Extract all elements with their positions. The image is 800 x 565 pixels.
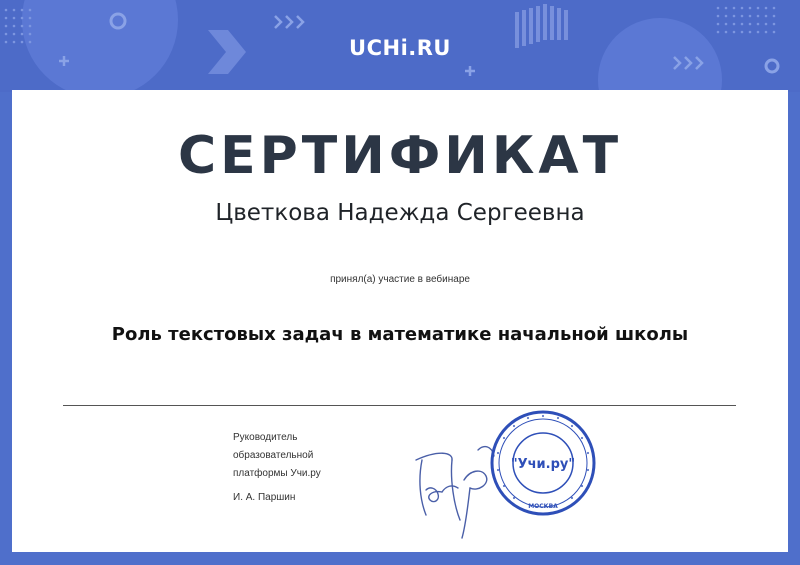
signatory-name: И. А. Паршин bbox=[233, 492, 296, 503]
decor-plus-right bbox=[465, 66, 475, 76]
divider-line bbox=[63, 405, 736, 406]
signatory-title-line: Руководитель bbox=[233, 432, 298, 443]
signatory-title-line: платформы Учи.ру bbox=[233, 468, 321, 479]
stamp-center-text: "Учи.ру" bbox=[510, 457, 576, 472]
decor-chevrons-left bbox=[275, 16, 303, 28]
header-band bbox=[0, 0, 800, 92]
decor-ring-right bbox=[766, 60, 778, 72]
signatory-title bbox=[233, 429, 321, 483]
participation-text: принял(а) участие в вебинаре bbox=[330, 274, 470, 285]
certificate-title: СЕРТИФИКАТ bbox=[177, 126, 623, 186]
webinar-title: Роль текстовых задач в математике начальной школы bbox=[111, 324, 689, 345]
decor-dots-right bbox=[717, 7, 776, 34]
uchi-logo: UCHi.RU bbox=[349, 36, 451, 60]
recipient-name: Цветкова Надежда Сергеевна bbox=[215, 200, 585, 226]
stamp-city-text: МОСКВА bbox=[528, 503, 558, 510]
signatory-title-line: образовательной bbox=[233, 450, 314, 461]
official-stamp bbox=[488, 408, 598, 518]
